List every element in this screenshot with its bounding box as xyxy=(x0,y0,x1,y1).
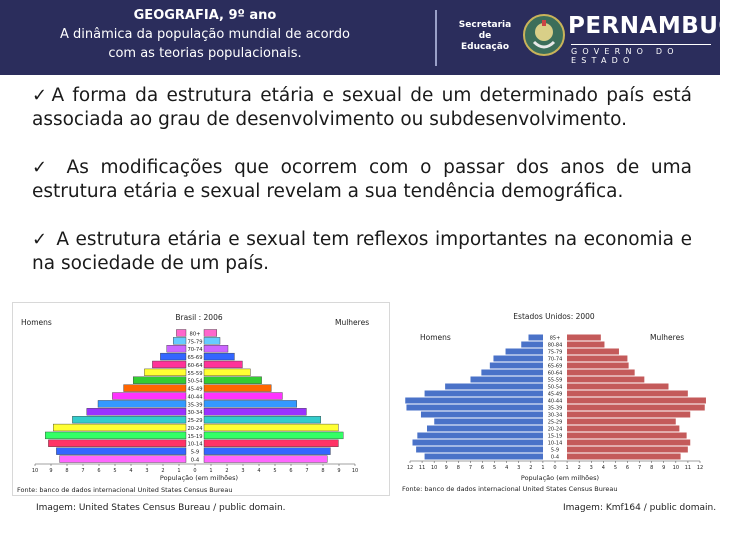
x-tick-label: 8 xyxy=(650,465,654,471)
female-bar xyxy=(567,384,669,390)
x-tick-label: 10 xyxy=(31,468,39,474)
male-bar xyxy=(493,356,543,362)
age-label: 80+ xyxy=(189,331,201,338)
female-bar xyxy=(204,424,338,431)
right-label: Mulheres xyxy=(335,318,370,327)
male-bar xyxy=(471,377,544,383)
chart-title: Estados Unidos: 2000 xyxy=(513,312,595,321)
age-label: 65-69 xyxy=(547,363,563,370)
x-tick-label: 10 xyxy=(351,468,359,474)
age-label: 25-29 xyxy=(547,419,563,426)
male-bar xyxy=(133,377,186,384)
age-label: 35-39 xyxy=(547,405,563,412)
slide-header xyxy=(0,0,756,75)
checkmark-icon: ✓ xyxy=(32,157,53,178)
x-tick-label: 11 xyxy=(418,465,426,471)
brand-subtitle: GOVERNO DO ESTADO xyxy=(571,44,711,65)
female-bar xyxy=(567,419,676,425)
x-tick-label: 2 xyxy=(529,465,533,471)
x-tick-label: 1 xyxy=(565,465,569,471)
x-tick-label: 9 xyxy=(337,468,341,474)
female-bar xyxy=(204,456,327,463)
male-bar xyxy=(490,363,543,369)
male-bar xyxy=(434,419,543,425)
age-label: 60-64 xyxy=(547,370,563,377)
female-bar xyxy=(204,377,262,384)
age-label: 25-29 xyxy=(187,418,203,425)
female-bar xyxy=(567,405,705,411)
male-bar xyxy=(425,454,543,460)
male-bar xyxy=(112,393,186,400)
age-label: 20-24 xyxy=(547,426,563,433)
female-bar xyxy=(567,412,690,418)
female-bar xyxy=(204,400,297,407)
age-label: 50-54 xyxy=(187,378,203,385)
x-tick-label: 5 xyxy=(613,465,618,471)
age-label: 70-74 xyxy=(187,347,203,354)
female-bar xyxy=(567,356,627,362)
age-label: 75-79 xyxy=(187,339,203,346)
x-tick-label: 2 xyxy=(225,468,229,474)
x-tick-label: 6 xyxy=(289,468,293,474)
age-label: 50-54 xyxy=(547,384,563,391)
male-bar xyxy=(152,361,186,368)
bullet-item xyxy=(32,156,692,204)
title-line-2: A dinâmica da população mundial de acordo xyxy=(60,27,350,42)
brand-name: PERNAMBUCO xyxy=(568,13,756,39)
x-tick-label: 2 xyxy=(577,465,581,471)
x-tick-label: 10 xyxy=(672,465,680,471)
female-bar xyxy=(204,361,242,368)
x-tick-label: 7 xyxy=(305,468,309,474)
age-label: 10-14 xyxy=(547,440,563,447)
male-bar xyxy=(173,337,186,344)
female-bar xyxy=(567,377,644,383)
x-tick-label: 3 xyxy=(241,468,245,474)
female-bar xyxy=(204,345,228,352)
x-tick-label: 1 xyxy=(177,468,181,474)
female-bar xyxy=(567,342,604,348)
slide-title xyxy=(20,6,390,63)
x-tick-label: 9 xyxy=(49,468,53,474)
x-tick-label: 11 xyxy=(684,465,692,471)
x-tick-label: 6 xyxy=(97,468,101,474)
age-label: 15-19 xyxy=(547,433,563,440)
male-bar xyxy=(53,424,186,431)
female-bar xyxy=(204,385,271,392)
x-tick-label: 8 xyxy=(456,465,460,471)
secretaria-label xyxy=(452,20,518,53)
checkmark-icon: ✓ xyxy=(32,85,50,106)
x-tick-label: 7 xyxy=(81,468,85,474)
male-bar xyxy=(72,416,186,423)
secretaria-line-2: Educação xyxy=(461,42,509,52)
age-label: 85+ xyxy=(549,335,561,342)
x-tick-label: 7 xyxy=(468,465,473,471)
male-bar xyxy=(167,345,186,352)
age-label: 35-39 xyxy=(187,402,203,409)
checkmark-icon: ✓ xyxy=(32,229,48,250)
age-label: 55-59 xyxy=(187,370,203,377)
x-tick-label: 3 xyxy=(517,465,521,471)
female-bar xyxy=(567,363,629,369)
age-label: 0-4 xyxy=(190,457,200,464)
female-bar xyxy=(567,440,690,446)
title-line-3: com as teorias populacionais. xyxy=(108,46,302,61)
title-line-1: GEOGRAFIA, 9º ano xyxy=(133,8,277,23)
male-bar xyxy=(406,405,543,411)
male-bar xyxy=(144,369,186,376)
age-label: 70-74 xyxy=(547,356,563,363)
age-label: 40-44 xyxy=(547,398,563,405)
female-bar xyxy=(204,416,321,423)
age-label: 55-59 xyxy=(547,377,563,384)
x-tick-label: 8 xyxy=(65,468,69,474)
x-tick-label: 3 xyxy=(589,465,593,471)
x-tick-label: 5 xyxy=(273,468,277,474)
x-tick-label: 2 xyxy=(161,468,165,474)
source-caption: Fonte: banco de dados internacional United States Census Bureau xyxy=(402,485,618,493)
male-bar xyxy=(60,456,186,463)
male-bar xyxy=(413,440,544,446)
bullet-text: A forma da estrutura etária e sexual de um determinado país está associada ao grau de desenvolvimento ou subdesenvolvimento. xyxy=(32,85,692,130)
female-bar xyxy=(204,369,250,376)
male-bar xyxy=(445,384,543,390)
x-tick-label: 12 xyxy=(406,465,414,471)
male-bar xyxy=(421,412,543,418)
male-bar xyxy=(481,370,543,376)
bullet-item xyxy=(32,84,692,132)
female-bar xyxy=(567,426,679,432)
female-bar xyxy=(204,440,338,447)
male-bar xyxy=(529,335,544,341)
female-bar xyxy=(204,330,217,337)
x-tick-label: 6 xyxy=(625,465,630,471)
image-credit-right: Imagem: Kmf164 / public domain. xyxy=(563,503,717,513)
source-caption: Fonte: banco de dados internacional United States Census Bureau xyxy=(17,486,233,494)
x-tick-label: 0 xyxy=(193,468,197,474)
x-tick-label: 4 xyxy=(257,468,261,474)
x-tick-label: 8 xyxy=(321,468,325,474)
female-bar xyxy=(204,432,343,439)
x-tick-label: 6 xyxy=(480,465,485,471)
x-axis-label: População (em milhões) xyxy=(520,474,600,482)
bullet-item xyxy=(32,228,692,276)
age-label: 65-69 xyxy=(187,355,203,362)
age-label: 60-64 xyxy=(187,362,203,369)
x-axis-label: População (em milhões) xyxy=(159,474,239,482)
age-label: 80-84 xyxy=(547,342,563,349)
female-bar xyxy=(567,398,706,404)
male-bar xyxy=(98,400,186,407)
x-tick-label: 4 xyxy=(129,468,133,474)
bullet-list xyxy=(32,84,692,300)
usa-pyramid-svg xyxy=(398,302,716,496)
x-tick-label: 1 xyxy=(541,465,545,471)
female-bar xyxy=(567,349,619,355)
male-bar xyxy=(521,342,543,348)
secretaria-line-1: Secretaria de xyxy=(458,20,512,41)
male-bar xyxy=(427,426,543,432)
age-label: 30-34 xyxy=(187,410,203,417)
age-label: 45-49 xyxy=(187,386,203,393)
x-tick-label: 0 xyxy=(553,465,557,471)
chart-title: Brasil : 2006 xyxy=(175,313,223,322)
state-coat-of-arms-icon xyxy=(522,12,566,58)
x-tick-label: 9 xyxy=(662,465,666,471)
x-tick-label: 5 xyxy=(492,465,497,471)
x-tick-label: 7 xyxy=(637,465,642,471)
male-bar xyxy=(56,448,186,455)
male-bar xyxy=(425,391,543,397)
male-bar xyxy=(506,349,543,355)
male-bar xyxy=(160,353,186,360)
female-bar xyxy=(567,433,687,439)
male-bar xyxy=(45,432,186,439)
male-bar xyxy=(417,433,543,439)
x-tick-label: 4 xyxy=(505,465,509,471)
bullet-text: As modificações que ocorrem com o passar dos anos de uma estrutura etária e sexual revelam a sua tendência demográfica. xyxy=(32,157,692,202)
age-label: 5-9 xyxy=(550,447,560,454)
female-bar xyxy=(567,335,601,341)
female-bar xyxy=(567,370,635,376)
female-bar xyxy=(204,408,306,415)
age-label: 10-14 xyxy=(187,441,203,448)
left-label: Homens xyxy=(420,333,451,342)
left-label: Homens xyxy=(21,318,52,327)
x-tick-label: 3 xyxy=(145,468,149,474)
x-tick-label: 9 xyxy=(444,465,448,471)
female-bar xyxy=(567,454,681,460)
right-label: Mulheres xyxy=(650,333,685,342)
female-bar xyxy=(567,447,688,453)
age-label: 45-49 xyxy=(547,391,563,398)
male-bar xyxy=(405,398,543,404)
age-label: 5-9 xyxy=(190,449,200,456)
female-bar xyxy=(204,448,330,455)
age-label: 20-24 xyxy=(187,425,203,432)
age-label: 30-34 xyxy=(547,412,563,419)
age-label: 40-44 xyxy=(187,394,203,401)
female-bar xyxy=(204,353,234,360)
female-bar xyxy=(204,337,220,344)
age-label: 15-19 xyxy=(187,433,203,440)
brazil-pyramid-chart xyxy=(12,302,390,496)
usa-pyramid-chart xyxy=(398,302,716,496)
male-bar xyxy=(48,440,186,447)
x-tick-label: 1 xyxy=(209,468,213,474)
age-label: 75-79 xyxy=(547,349,563,356)
brazil-pyramid-svg xyxy=(13,303,389,495)
female-bar xyxy=(204,393,282,400)
x-tick-label: 10 xyxy=(430,465,438,471)
male-bar xyxy=(87,408,186,415)
x-tick-label: 5 xyxy=(113,468,117,474)
male-bar xyxy=(176,330,186,337)
image-credit-left: Imagem: United States Census Bureau / public domain. xyxy=(36,503,286,513)
x-tick-label: 4 xyxy=(601,465,605,471)
age-label: 0-4 xyxy=(550,454,560,461)
male-bar xyxy=(416,447,543,453)
male-bar xyxy=(124,385,186,392)
female-bar xyxy=(567,391,688,397)
bullet-text: A estrutura etária e sexual tem reflexos importantes na economia e na sociedade de um país. xyxy=(32,229,692,274)
x-tick-label: 12 xyxy=(696,465,704,471)
